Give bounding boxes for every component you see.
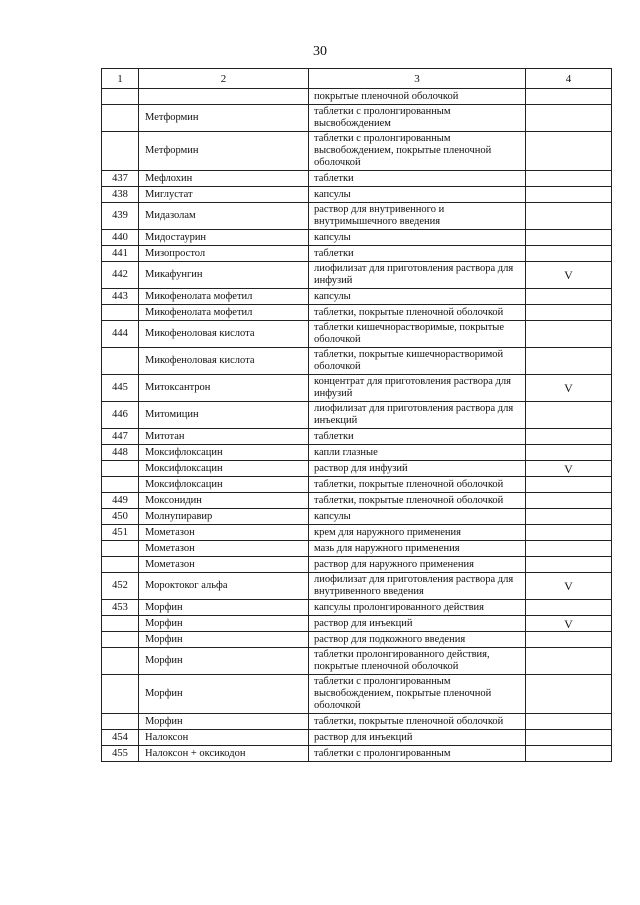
vital-flag: [526, 321, 612, 348]
drug-table: [101, 68, 612, 762]
row-number: 452: [102, 573, 139, 600]
table-row: [102, 632, 612, 648]
vital-flag: [526, 714, 612, 730]
table-body: [102, 89, 612, 762]
table-row: [102, 477, 612, 493]
dosage-form: раствор для подкожного введения: [309, 632, 526, 648]
row-number: 454: [102, 730, 139, 746]
row-number: [102, 461, 139, 477]
drug-name: Миглустат: [139, 187, 309, 203]
dosage-form: таблетки, покрытые пленочной оболочкой: [309, 714, 526, 730]
table-row: [102, 289, 612, 305]
row-number: [102, 105, 139, 132]
drug-name: Мометазон: [139, 541, 309, 557]
drug-name: Молнупиравир: [139, 509, 309, 525]
drug-name: Налоксон: [139, 730, 309, 746]
table-row: [102, 746, 612, 762]
dosage-form: таблетки с пролонгированным: [309, 746, 526, 762]
dosage-form: таблетки с пролонгированным высвобождением, покрытые пленочной оболочкой: [309, 132, 526, 171]
dosage-form: покрытые пленочной оболочкой: [309, 89, 526, 105]
vital-flag: [526, 746, 612, 762]
drug-name: Метформин: [139, 132, 309, 171]
table-row: [102, 246, 612, 262]
table-row: [102, 187, 612, 203]
vital-flag: [526, 348, 612, 375]
vital-flag: V: [526, 573, 612, 600]
vital-flag: [526, 557, 612, 573]
row-number: 453: [102, 600, 139, 616]
vital-flag: [526, 477, 612, 493]
drug-name: Микофеноловая кислота: [139, 348, 309, 375]
dosage-form: капсулы: [309, 289, 526, 305]
row-number: 443: [102, 289, 139, 305]
row-number: [102, 616, 139, 632]
row-number: 442: [102, 262, 139, 289]
table-row: [102, 714, 612, 730]
vital-flag: V: [526, 262, 612, 289]
vital-flag: V: [526, 375, 612, 402]
vital-flag: [526, 525, 612, 541]
drug-name: Митоксантрон: [139, 375, 309, 402]
drug-name: Моксифлоксацин: [139, 461, 309, 477]
table-row: [102, 600, 612, 616]
table-row: [102, 616, 612, 632]
table-row: [102, 402, 612, 429]
table-row: [102, 132, 612, 171]
row-number: 446: [102, 402, 139, 429]
drug-name: Моксифлоксацин: [139, 477, 309, 493]
dosage-form: капсулы: [309, 187, 526, 203]
table-row: [102, 171, 612, 187]
drug-name: Мометазон: [139, 557, 309, 573]
drug-name: Метформин: [139, 105, 309, 132]
vital-flag: V: [526, 461, 612, 477]
page-number: 30: [313, 44, 327, 59]
table-row: [102, 493, 612, 509]
drug-name: Морфин: [139, 632, 309, 648]
drug-name: Микофеноловая кислота: [139, 321, 309, 348]
drug-name: Морфин: [139, 600, 309, 616]
row-number: [102, 675, 139, 714]
drug-name: Мометазон: [139, 525, 309, 541]
row-number: [102, 714, 139, 730]
drug-name: Микафунгин: [139, 262, 309, 289]
dosage-form: таблетки: [309, 171, 526, 187]
drug-name: Морфин: [139, 616, 309, 632]
dosage-form: таблетки, покрытые кишечнорастворимой оболочкой: [309, 348, 526, 375]
vital-flag: [526, 675, 612, 714]
dosage-form: мазь для наружного применения: [309, 541, 526, 557]
row-number: 448: [102, 445, 139, 461]
drug-name: Моксифлоксацин: [139, 445, 309, 461]
row-number: [102, 132, 139, 171]
table-row: [102, 230, 612, 246]
row-number: 441: [102, 246, 139, 262]
row-number: [102, 89, 139, 105]
table-row: [102, 89, 612, 105]
dosage-form: таблетки кишечнорастворимые, покрытые оболочкой: [309, 321, 526, 348]
vital-flag: [526, 187, 612, 203]
dosage-form: раствор для внутривенного и внутримышечного введения: [309, 203, 526, 230]
row-number: 447: [102, 429, 139, 445]
table-row: [102, 648, 612, 675]
dosage-form: раствор для наружного применения: [309, 557, 526, 573]
drug-name: Микофенолата мофетил: [139, 305, 309, 321]
table-row: [102, 445, 612, 461]
dosage-form: таблетки, покрытые пленочной оболочкой: [309, 305, 526, 321]
vital-flag: [526, 600, 612, 616]
dosage-form: капли глазные: [309, 445, 526, 461]
row-number: [102, 477, 139, 493]
dosage-form: раствор для инъекций: [309, 730, 526, 746]
table-row: [102, 375, 612, 402]
drug-name: Митотан: [139, 429, 309, 445]
dosage-form: лиофилизат для приготовления раствора для инфузий: [309, 262, 526, 289]
vital-flag: [526, 203, 612, 230]
vital-flag: [526, 402, 612, 429]
dosage-form: таблетки, покрытые пленочной оболочкой: [309, 477, 526, 493]
table-row: [102, 105, 612, 132]
dosage-form: крем для наружного применения: [309, 525, 526, 541]
drug-name: Мефлохин: [139, 171, 309, 187]
vital-flag: [526, 445, 612, 461]
table-row: [102, 541, 612, 557]
dosage-form: таблетки с пролонгированным высвобождением, покрытые пленочной оболочкой: [309, 675, 526, 714]
vital-flag: [526, 730, 612, 746]
vital-flag: [526, 509, 612, 525]
vital-flag: [526, 632, 612, 648]
table-row: [102, 305, 612, 321]
drug-name: Морфин: [139, 675, 309, 714]
vital-flag: V: [526, 616, 612, 632]
row-number: [102, 557, 139, 573]
drug-name: Мизопростол: [139, 246, 309, 262]
row-number: [102, 305, 139, 321]
vital-flag: [526, 171, 612, 187]
drug-name: Морфин: [139, 714, 309, 730]
row-number: 439: [102, 203, 139, 230]
table-row: [102, 557, 612, 573]
vital-flag: [526, 89, 612, 105]
row-number: 449: [102, 493, 139, 509]
row-number: 438: [102, 187, 139, 203]
dosage-form: таблетки с пролонгированным высвобождением: [309, 105, 526, 132]
row-number: 444: [102, 321, 139, 348]
header-col-4: 4: [526, 69, 612, 89]
vital-flag: [526, 105, 612, 132]
table-row: [102, 573, 612, 600]
drug-name: Митомицин: [139, 402, 309, 429]
table-row: [102, 348, 612, 375]
row-number: 455: [102, 746, 139, 762]
table-row: [102, 321, 612, 348]
row-number: 437: [102, 171, 139, 187]
dosage-form: капсулы пролонгированного действия: [309, 600, 526, 616]
drug-name: Налоксон + оксикодон: [139, 746, 309, 762]
vital-flag: [526, 493, 612, 509]
vital-flag: [526, 289, 612, 305]
row-number: 451: [102, 525, 139, 541]
dosage-form: раствор для инъекций: [309, 616, 526, 632]
vital-flag: [526, 541, 612, 557]
dosage-form: раствор для инфузий: [309, 461, 526, 477]
row-number: [102, 541, 139, 557]
vital-flag: [526, 246, 612, 262]
drug-name: Микофенолата мофетил: [139, 289, 309, 305]
row-number: [102, 348, 139, 375]
header-col-3: 3: [309, 69, 526, 89]
dosage-form: таблетки, покрытые пленочной оболочкой: [309, 493, 526, 509]
table-row: [102, 675, 612, 714]
row-number: 440: [102, 230, 139, 246]
table-row: [102, 262, 612, 289]
row-number: [102, 648, 139, 675]
vital-flag: [526, 429, 612, 445]
table-row: [102, 203, 612, 230]
drug-name: Мидазолам: [139, 203, 309, 230]
dosage-form: концентрат для приготовления раствора для инфузий: [309, 375, 526, 402]
header-col-1: 1: [102, 69, 139, 89]
dosage-form: капсулы: [309, 509, 526, 525]
drug-name: Моксонидин: [139, 493, 309, 509]
vital-flag: [526, 648, 612, 675]
drug-name: Мидостаурин: [139, 230, 309, 246]
table-row: [102, 429, 612, 445]
vital-flag: [526, 305, 612, 321]
row-number: 450: [102, 509, 139, 525]
header-row: [102, 69, 612, 89]
table-row: [102, 525, 612, 541]
vital-flag: [526, 230, 612, 246]
dosage-form: таблетки пролонгированного действия, покрытые пленочной оболочкой: [309, 648, 526, 675]
header-col-2: 2: [139, 69, 309, 89]
table-row: [102, 730, 612, 746]
drug-name: Морфин: [139, 648, 309, 675]
drug-name: [139, 89, 309, 105]
dosage-form: лиофилизат для приготовления раствора для инъекций: [309, 402, 526, 429]
table-row: [102, 509, 612, 525]
row-number: 445: [102, 375, 139, 402]
row-number: [102, 632, 139, 648]
dosage-form: капсулы: [309, 230, 526, 246]
vital-flag: [526, 132, 612, 171]
dosage-form: таблетки: [309, 429, 526, 445]
drug-name: Мороктоког альфа: [139, 573, 309, 600]
dosage-form: таблетки: [309, 246, 526, 262]
table-row: [102, 461, 612, 477]
dosage-form: лиофилизат для приготовления раствора для внутривенного введения: [309, 573, 526, 600]
